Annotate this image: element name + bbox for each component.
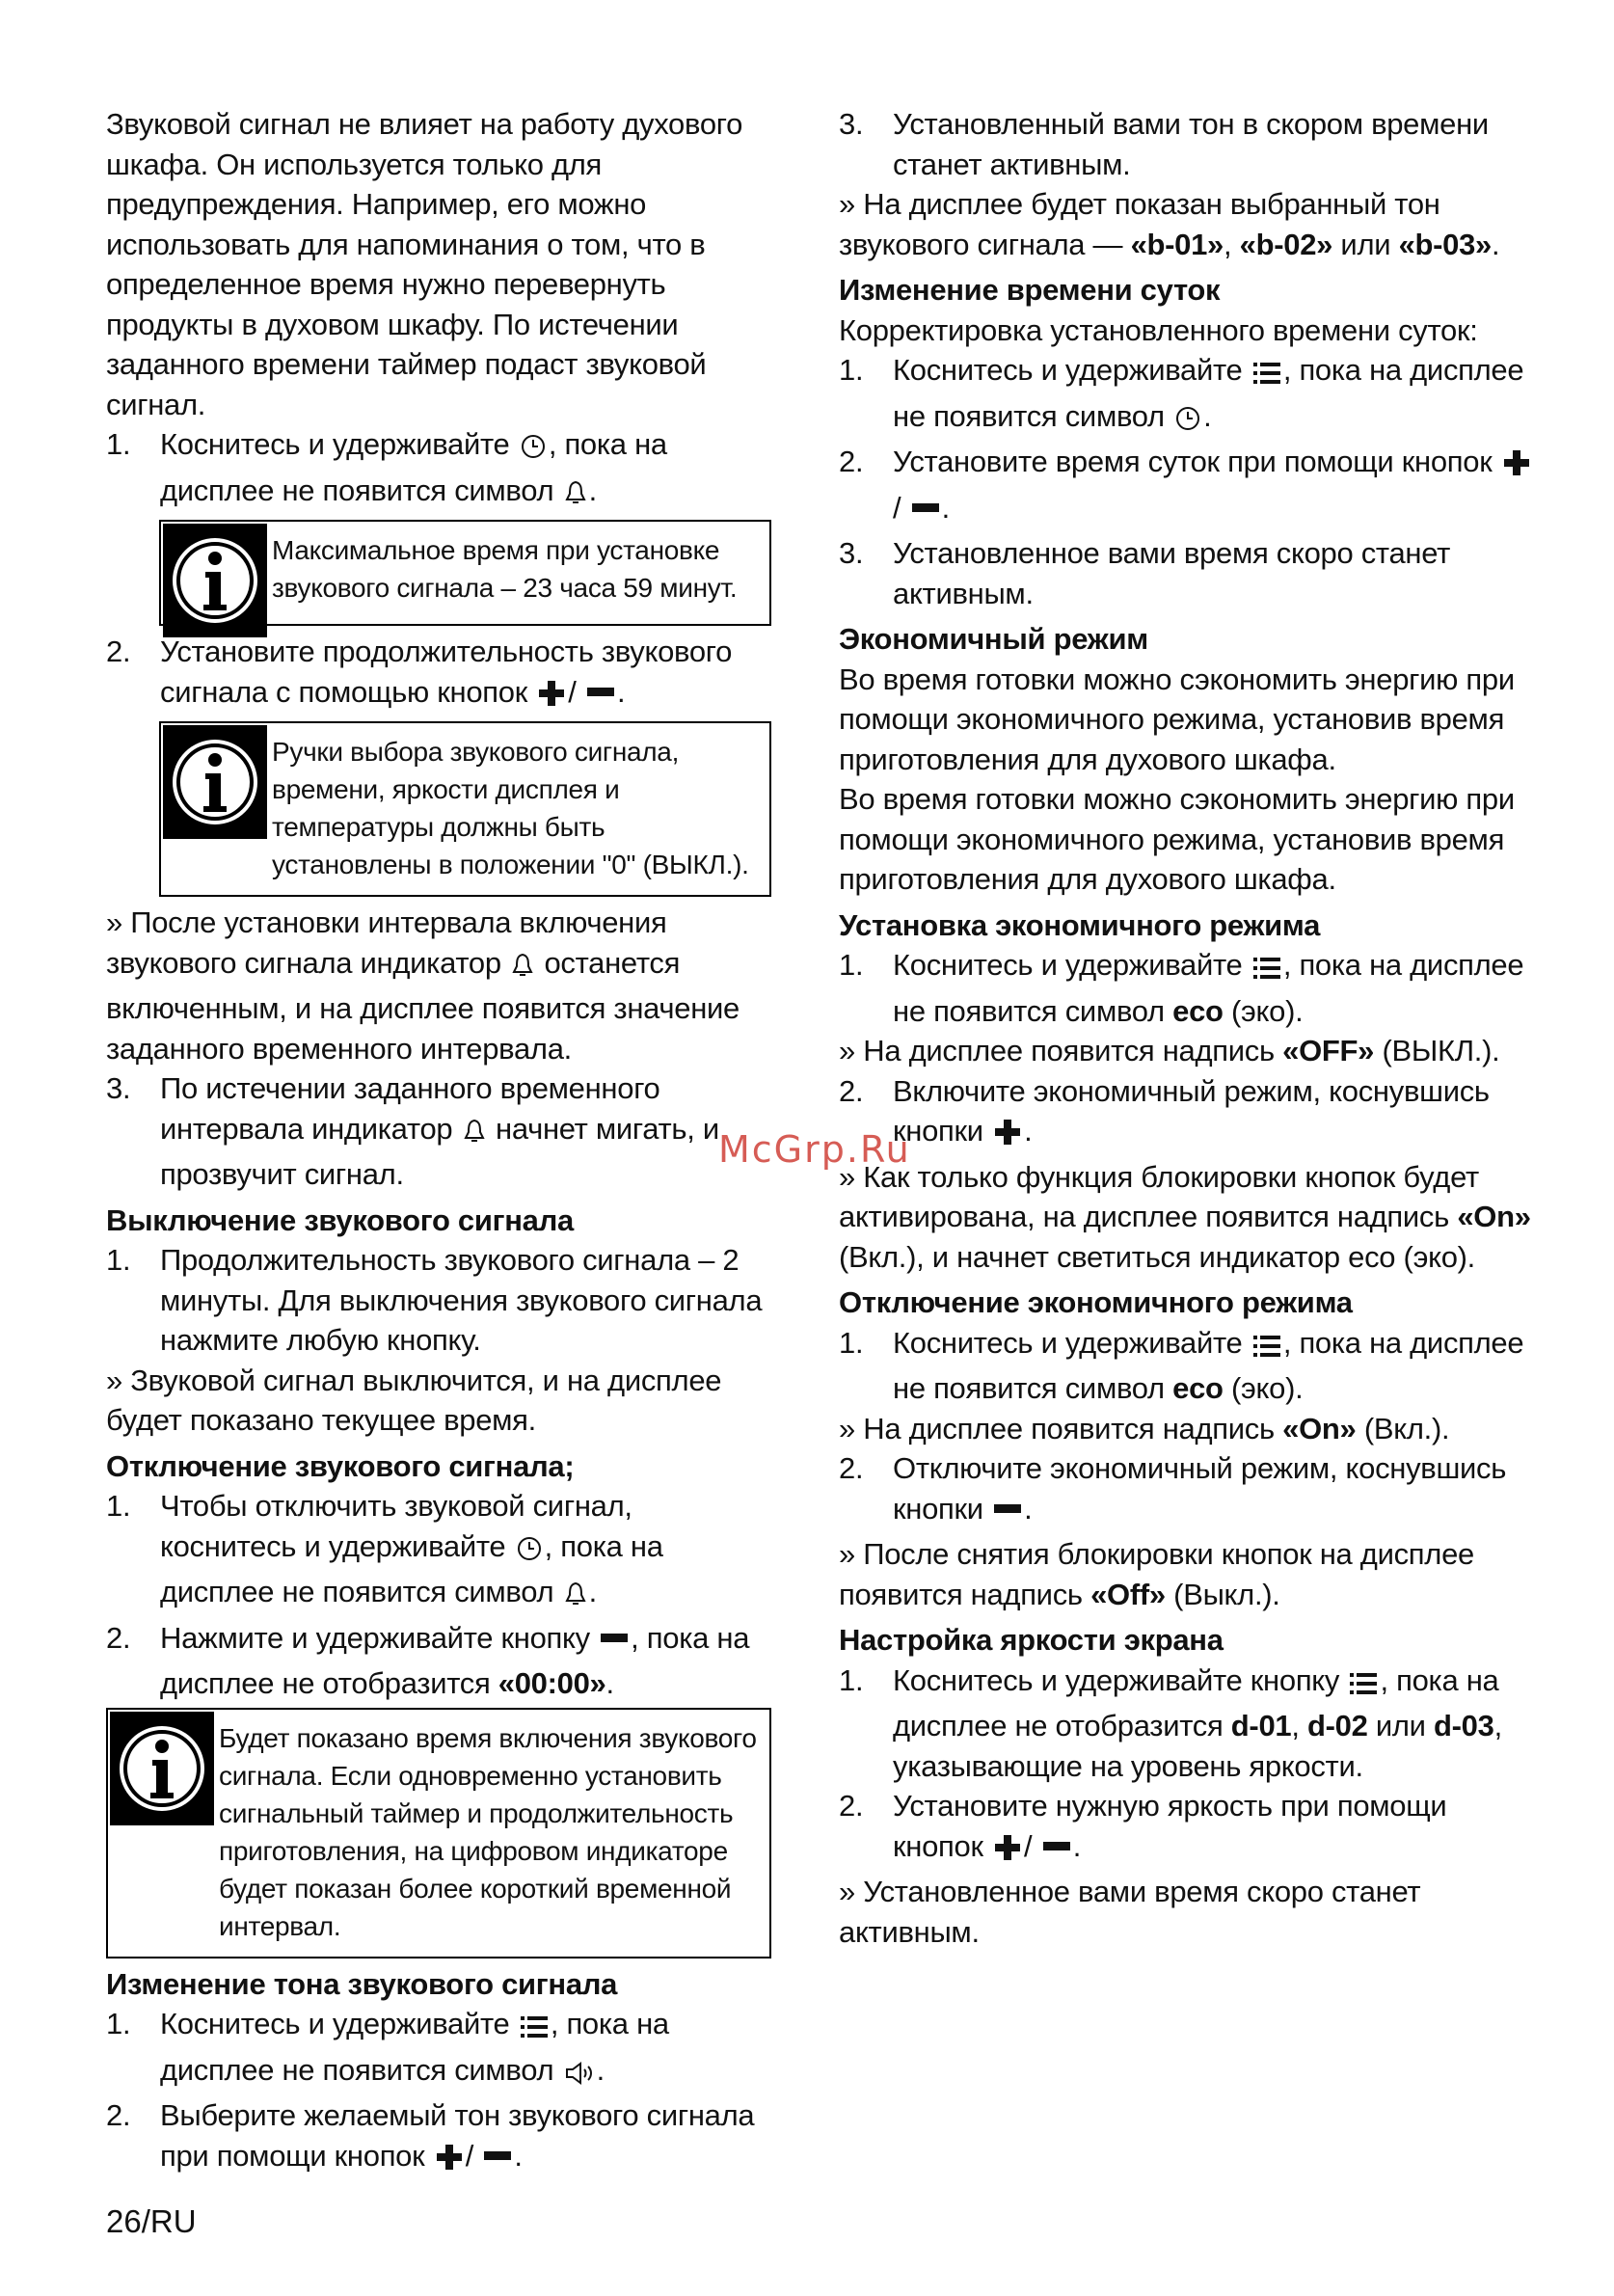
- step-text: .: [588, 1575, 597, 1608]
- display-value: eco: [1172, 1371, 1224, 1405]
- result-text: (Выкл.).: [1173, 1577, 1280, 1611]
- separator: /: [465, 2138, 474, 2173]
- bell-icon: [463, 1115, 486, 1155]
- step-text: Продолжительность звукового сигнала – 2 минуты. Для выключения звукового сигнала нажмите любую кнопку.: [160, 1243, 763, 1357]
- result-paragraph: [839, 1031, 1533, 1071]
- step-text: Коснитесь и удерживайте: [893, 948, 1243, 982]
- result-text: » После снятия блокировки кнопок на дисплее появится надпись: [839, 1537, 1474, 1611]
- list-item: [839, 1323, 1533, 1409]
- display-value: d-02: [1306, 1709, 1368, 1742]
- step-text: Коснитесь и удерживайте: [893, 1325, 1243, 1360]
- list-item: [106, 1068, 771, 1195]
- list-number: 2.: [106, 1620, 131, 1655]
- result-paragraph: » Установленное вами время скоро станет активным.: [839, 1875, 1421, 1949]
- plus-icon: [435, 2142, 464, 2182]
- menu-icon: [1349, 1666, 1378, 1707]
- step-text: .: [596, 2052, 605, 2087]
- step-text: , пока на дисплее не появится символ: [893, 353, 1524, 433]
- display-value: d-03: [1434, 1709, 1494, 1742]
- step-text: Коснитесь и удерживайте: [160, 2007, 510, 2040]
- step-text: .: [514, 2138, 523, 2173]
- result-text: » После установки интервала включения звукового сигнала индикатор: [106, 905, 667, 980]
- step-text: .: [616, 674, 626, 709]
- list-number: 1.: [106, 2007, 131, 2040]
- section-heading: Изменение тона звукового сигнала: [106, 1966, 618, 2001]
- punctuation: ,: [1224, 227, 1232, 261]
- punctuation: ,: [1291, 1709, 1300, 1742]
- step-text: .: [1024, 1491, 1033, 1526]
- section-heading: Установка экономичного режима: [839, 907, 1321, 942]
- step-text: , указывающие на уровень яркости.: [893, 1709, 1502, 1783]
- step-text: (эко).: [1231, 993, 1304, 1028]
- result-paragraph: [106, 903, 771, 1068]
- left-column: [106, 104, 771, 2181]
- list-item: [106, 2004, 771, 2095]
- display-value: «On»: [1457, 1200, 1531, 1233]
- step-text: , пока на дисплее не появится символ: [160, 1528, 663, 1608]
- right-column: [839, 104, 1533, 1952]
- list-item: [839, 350, 1533, 442]
- result-text: (ВЫКЛ.).: [1382, 1034, 1500, 1067]
- list-number: 1.: [106, 427, 131, 461]
- list-number: 2.: [106, 635, 131, 668]
- bell-icon: [564, 1578, 587, 1618]
- display-value: d-01: [1230, 1709, 1292, 1742]
- section-heading: Изменение времени суток: [839, 273, 1221, 307]
- list-number: 1.: [106, 1243, 131, 1277]
- separator: /: [568, 674, 577, 709]
- step-text: .: [1024, 1114, 1033, 1148]
- paragraph: Корректировка установленного времени суток:: [839, 312, 1478, 347]
- section-heading: Экономичный режим: [839, 622, 1148, 656]
- step-text: .: [1072, 1828, 1082, 1863]
- minus-icon: [483, 2142, 512, 2182]
- list-number: 1.: [839, 948, 864, 982]
- minus-icon: [911, 494, 940, 534]
- note-text: Ручки выбора звукового сигнала, времени, яркости дисплея и температуры должны быть установлены в положении "0" (ВЫКЛ.).: [272, 737, 749, 879]
- step-text: или: [1375, 1709, 1426, 1742]
- note-text: Будет показано время включения звукового сигнала. Если одновременно установить сигнальный таймер и продолжительность приготовления, на цифровом индикаторе будет показан более короткий временной интервал.: [219, 1722, 757, 1941]
- result-text: останется включенным, и на дисплее появится значение заданного временного интервала.: [106, 945, 740, 1066]
- step-text: , пока на дисплее не появится символ: [160, 427, 667, 507]
- result-text: или: [1340, 227, 1391, 261]
- list-number: 2.: [839, 445, 864, 478]
- step-text: Коснитесь и удерживайте: [160, 427, 510, 461]
- step-text: Установите нужную яркость при помощи кнопок: [893, 1789, 1447, 1863]
- list-number: 1.: [839, 1325, 864, 1360]
- display-value: «b-03»: [1398, 227, 1493, 261]
- list-item: [106, 2095, 771, 2181]
- step-text: Установите продолжительность звукового сигнала с помощью кнопок: [160, 635, 733, 709]
- step-text: .: [1203, 398, 1212, 433]
- result-text: (Вкл.), и начнет светиться индикатор eco (эко).: [839, 1239, 1475, 1274]
- list-number: 2.: [839, 1451, 864, 1485]
- list-number: 1.: [839, 1662, 864, 1697]
- step-text: Чтобы отключить звуковой сигнал, коснитесь и удерживайте: [160, 1489, 632, 1563]
- plus-icon: [993, 1832, 1022, 1873]
- list-item: [839, 945, 1533, 1031]
- menu-icon: [1252, 1329, 1281, 1369]
- list-number: 2.: [839, 1789, 864, 1823]
- display-value: «b-01»: [1130, 227, 1224, 261]
- plus-icon: [1502, 447, 1531, 488]
- step-text: , пока на дисплее не появится символ: [893, 1325, 1524, 1405]
- info-note: [159, 520, 771, 626]
- step-text: .: [605, 1666, 614, 1700]
- punctuation: .: [1492, 227, 1500, 261]
- step-text: начнет мигать, и прозвучит сигнал.: [160, 1111, 719, 1191]
- step-text: Установленное вами время скоро станет активным.: [893, 536, 1451, 610]
- list-item: [839, 1786, 1533, 1872]
- display-value: eco: [1172, 993, 1224, 1028]
- result-paragraph: [839, 1409, 1533, 1449]
- display-value: «00:00»: [498, 1666, 606, 1700]
- result-text: » На дисплее появится надпись: [839, 1411, 1275, 1445]
- step-text: , пока на дисплее не появится символ: [893, 948, 1524, 1028]
- menu-icon: [1252, 951, 1281, 991]
- menu-icon: [1252, 356, 1281, 396]
- list-item: [839, 442, 1533, 533]
- step-text: , пока на дисплее не отобразится: [893, 1662, 1499, 1742]
- separator: /: [1024, 1828, 1033, 1863]
- list-item: [839, 1071, 1533, 1157]
- display-value: «On»: [1282, 1411, 1357, 1445]
- plus-icon: [537, 678, 566, 718]
- display-value: «b-02»: [1239, 227, 1333, 261]
- intro-paragraph: Звуковой сигнал не влияет на работу духового шкафа. Он используется только для предупреждения. Например, его можно использовать для напоминания о том, что в определенное время нужно перевернуть продукты в духовом шкафу. По истечении заданного времени таймер подаст звуковой сигнал.: [106, 107, 743, 421]
- list-number: 2.: [839, 1073, 864, 1108]
- result-text: » На дисплее будет показан выбранный тон звукового сигнала —: [839, 187, 1440, 261]
- list-number: 1.: [839, 353, 864, 387]
- section-heading: Отключение экономичного режима: [839, 1285, 1353, 1319]
- plus-icon: [993, 1117, 1022, 1157]
- step-text: Выберите желаемый тон звукового сигнала при помощи кнопок: [160, 2098, 755, 2173]
- clock-icon: [1174, 402, 1201, 443]
- minus-icon: [993, 1495, 1022, 1535]
- speaker-icon: [564, 2056, 595, 2096]
- step-text: Отключите экономичный режим, коснувшись кнопки: [893, 1451, 1507, 1526]
- result-paragraph: [839, 184, 1533, 264]
- menu-icon: [520, 2010, 549, 2050]
- bell-icon: [564, 476, 587, 517]
- step-text: .: [941, 490, 950, 525]
- section-heading: Отключение звукового сигнала;: [106, 1448, 575, 1483]
- step-text: , пока на дисплее не появится символ: [160, 2007, 669, 2087]
- list-item: [839, 1448, 1533, 1534]
- minus-icon: [600, 1624, 629, 1664]
- list-item: [839, 104, 1533, 184]
- note-text: Максимальное время при установке звукового сигнала – 23 часа 59 минут.: [272, 535, 738, 603]
- list-number: 3.: [106, 1071, 131, 1105]
- list-number: 3.: [839, 536, 864, 570]
- result-text: » На дисплее появится надпись: [839, 1034, 1275, 1067]
- step-text: По истечении заданного временного интервала индикатор: [160, 1071, 660, 1146]
- info-note: [159, 721, 771, 897]
- list-item: [839, 533, 1533, 613]
- result-text: » Как только функция блокировки кнопок будет активирована, на дисплее появится надпись: [839, 1159, 1479, 1233]
- step-text: Коснитесь и удерживайте: [893, 353, 1243, 387]
- step-text: .: [588, 473, 597, 507]
- list-item: [106, 1240, 771, 1361]
- result-paragraph: [839, 1534, 1533, 1614]
- list-item: [106, 424, 771, 516]
- info-icon: [110, 1712, 214, 1825]
- list-number: 2.: [106, 2098, 131, 2132]
- display-value: «OFF»: [1282, 1034, 1375, 1067]
- list-item: [839, 1661, 1533, 1787]
- paragraph: Во время готовки можно сэкономить энергию при помощи экономичного режима, установив время приготовления для духового шкафа.: [839, 782, 1515, 896]
- paragraph: Во время готовки можно сэкономить энергию при помощи экономичного режима, установив время приготовления для духового шкафа.: [839, 662, 1515, 776]
- list-item: [106, 1486, 771, 1618]
- result-text: (Вкл.).: [1363, 1411, 1450, 1445]
- list-item: [106, 1618, 771, 1704]
- info-note: [106, 1708, 771, 1958]
- section-heading: Выключение звукового сигнала: [106, 1202, 574, 1237]
- result-paragraph: » Звуковой сигнал выключится, и на дисплее будет показано текущее время.: [106, 1363, 722, 1437]
- clock-icon: [520, 430, 547, 471]
- step-text: , пока на дисплее не отобразится: [160, 1620, 750, 1700]
- watermark: McGrp.Ru: [718, 1128, 911, 1171]
- info-icon: [163, 524, 267, 637]
- bell-icon: [511, 949, 534, 989]
- section-heading: Настройка яркости экрана: [839, 1623, 1224, 1657]
- display-value: «Off»: [1090, 1577, 1166, 1611]
- step-text: Включите экономичный режим, коснувшись кнопки: [893, 1073, 1490, 1148]
- minus-icon: [586, 678, 615, 718]
- step-text: Коснитесь и удерживайте кнопку: [893, 1662, 1340, 1697]
- list-number: 3.: [839, 107, 864, 141]
- clock-icon: [516, 1532, 543, 1573]
- result-paragraph: [839, 1157, 1533, 1278]
- minus-icon: [1042, 1832, 1071, 1873]
- page-number: 26/RU: [106, 2203, 197, 2239]
- list-item: [106, 632, 771, 717]
- step-text: Установите время суток при помощи кнопок: [893, 445, 1493, 478]
- list-number: 1.: [106, 1489, 131, 1523]
- separator: /: [893, 490, 901, 525]
- info-icon: [163, 725, 267, 839]
- step-text: (эко).: [1231, 1371, 1304, 1405]
- step-text: Установленный вами тон в скором времени станет активным.: [893, 107, 1489, 181]
- step-text: Нажмите и удерживайте кнопку: [160, 1620, 590, 1655]
